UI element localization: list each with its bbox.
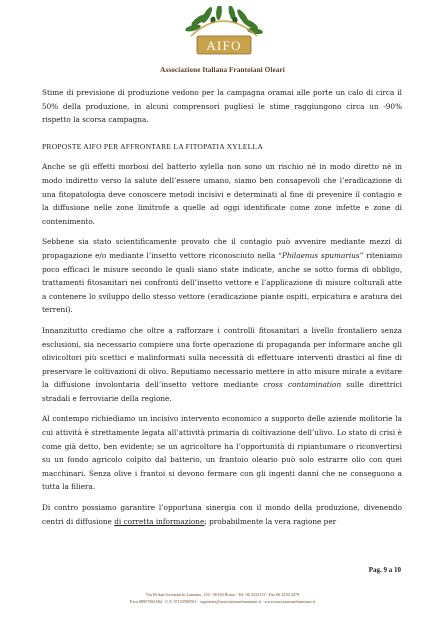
footer-contacts: P.iva 08957841004 - C.F. 97153580581 - segreteria@associazionefrantoiani.it - www.associazionefrantoiani.it <box>129 599 316 604</box>
paragraph-text: Di contro possiamo garantire l’opportuna sinergia con il mondo della produzione, divenendo centri di diffusione <box>42 503 402 526</box>
underlined-phrase: di corretta informazione <box>114 516 205 526</box>
olive-branch-logo-icon <box>177 6 269 66</box>
emphasis-term: cross contamination <box>263 380 342 390</box>
species-name: Philaenus spumarius <box>281 250 360 260</box>
paragraph-text: ; probabilmente la vera ragione per <box>204 516 337 526</box>
footer <box>0 591 445 605</box>
aifo-logo <box>177 6 269 66</box>
association-name: Associazione Italiana Frantoiani Oleari <box>160 66 285 74</box>
paragraph-controls <box>42 324 402 406</box>
paragraph-xylella-effects: Anche se gli effetti morbosi del batterio xylella non sono un rischio né in modo diretto né in modo indiretto verso la salute dell’essere umano, siamo ben consapevoli che l’eradicazione di una fitopatologia deve conoscere metodi incisivi e determinati al fine di prevenire il contagio e la diffusione nelle zone limitrofe a quelle ad oggi identificate come zone infette e zone di contenimento. <box>42 162 402 226</box>
section-heading: PROPOSTE AIFO PER AFFRONTARE LA FITOPATIA XYLELLA <box>42 141 264 151</box>
letterhead <box>0 0 445 84</box>
paragraph-text: Sebbene sia stato scientificamente provato che il contagio può avvenire mediante mezzi di propagazione e/o mediante l’insetto vettore riconosciuto nella “ <box>42 237 402 260</box>
paragraph-synergy <box>42 501 402 528</box>
paragraph-economic-support: Al contempo richiediamo un incisivo intervento economico a supporto delle aziende molitorie la cui attività è strettamente legata all’attività primaria di coltivazione dell’ulivo. Lo stato di crisi è come già detto, ben evidente; se un agricoltore ha l’opportunità di ripiantumare o riconvertirsi su un fondo agricolo colpito dal batterio, un frantoio oleario può solo estrarre olio con quei macchinari. Senza olive i frantoi si devono fermare con gli ingenti danni che ne conseguono a tutta la filiera. <box>42 414 402 492</box>
logo-text: AIFO <box>206 38 242 53</box>
paragraph-text: ” riteniamo poco efficaci le misure secondo le quali siano state indicate, anche se sotto forma di obbligo, trattamenti fitosanitari nei confronti dell’insetto vettore e l’applicazione di misure colturali atte a contenere lo sviluppo dello stesso vettore (eradicazione piante ospiti, erpicatura e aratura dei terreni). <box>42 250 402 315</box>
document-body <box>42 86 402 535</box>
page-number: Pag. 9 a 10 <box>368 566 401 574</box>
paragraph-text: Innanzitutto crediamo che oltre a rafforzare i controlli fitosanitari a livello frontaliero senza esclusioni, sia necessario compiere una forte operazione di propaganda per informare anche gli olivicoltori più scettici e malinformati sulla necessità di effettuare interventi drastici al fine di preservare le coltivazioni di olivo. Reputiamo necessario mettere in atto misure mirate a evitare la diffusione involontaria dell’insetto vettore mediante <box>42 325 402 390</box>
footer-address: Via Di San Giovanni In Laterano, 152 - 00184 Roma - Tel. 06 3232113 - Fax 06 3230 4279 <box>145 592 300 597</box>
paragraph-text: sulle direttrici stradali e ferroviarie della regione. <box>42 380 402 403</box>
paragraph-vector-insect <box>42 235 402 317</box>
paragraph-production-estimate: Stime di previsione di produzione vedono per la campagna oramai alle porte un calo di circa il 50% della produzione, in alcuni comprensori pugliesi le stime raggiungono circa un -90% rispetto la scorsa campagna. <box>42 88 402 125</box>
